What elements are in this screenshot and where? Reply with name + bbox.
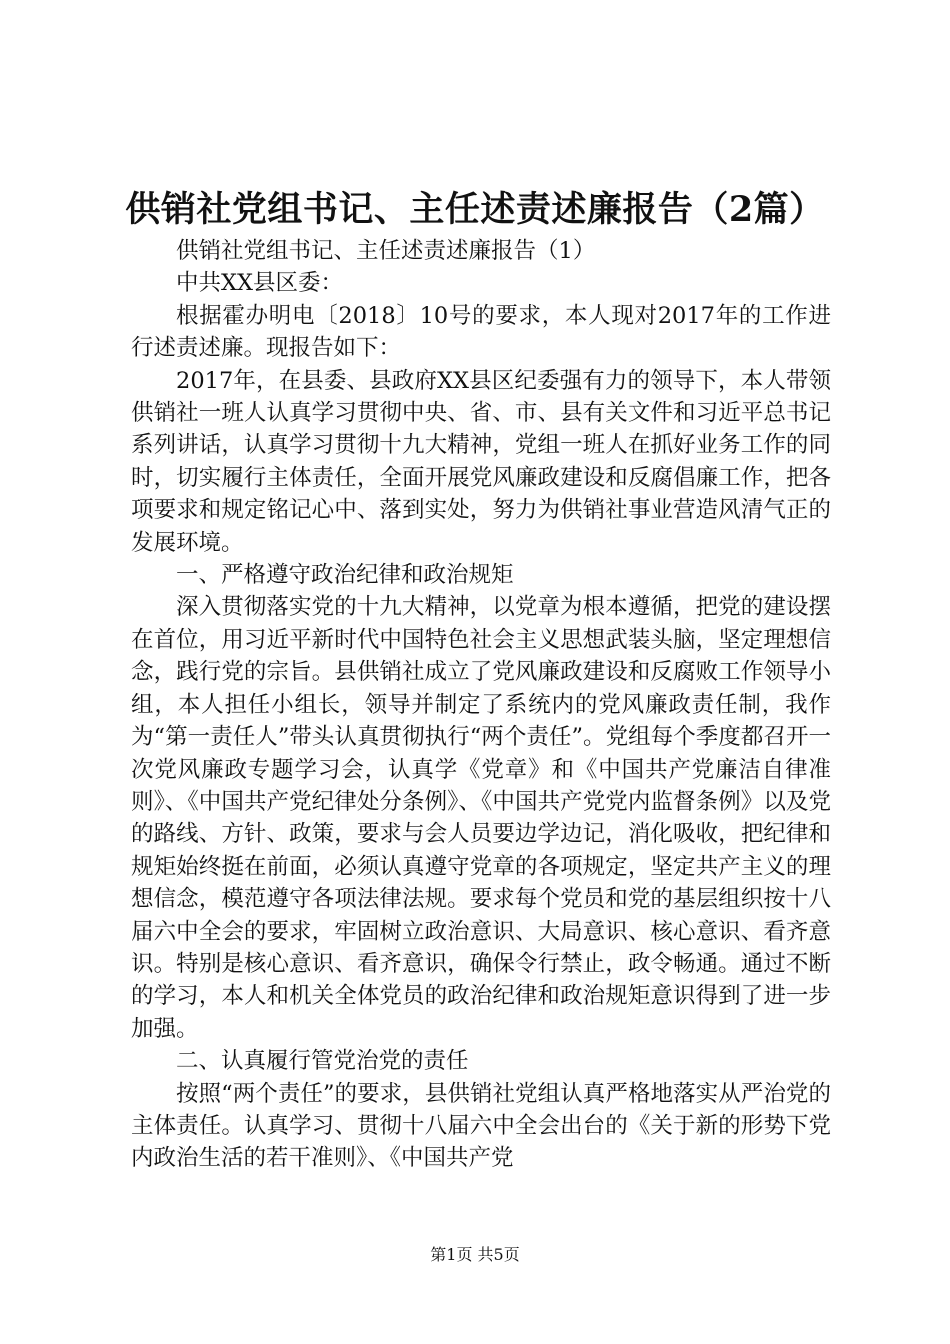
paragraph: 深入贯彻落实党的十九大精神，以党章为根本遵循，把党的建设摆在首位，用习近平新时代中国特色社会主义思想武装头脑，坚定理想信念，践行党的宗旨。县供销社成立了党风廉政建设和反腐败工作领导小组，本人担任小组长，领导并制定了系统内的党风廉政责任制，我作为“第一责任人”带头认真贯彻执行“两个责任”。党组每个季度都召开一次党风廉政专题学习会，认真学《党章》和《中国共产党廉洁自律准则》、《中国共产党纪律处分条例》、《中国共产党党内监督条例》以及党的路线、方针、政策，要求与会人员要边学边记，消化吸收，把纪律和规矩始终挺在前面，必须认真遵守党章的各项规定，坚定共产主义的理想信念，模范遵守各项法律法规。要求每个党员和党的基层组织按十八届六中全会的要求，牢固树立政治意识、大局意识、核心意识、看齐意识。特别是核心意识、看齐意识，确保令行禁止，政令畅通。通过不断的学习，本人和机关全体党员的政治纪律和政治规矩意识得到了进一步加强。 [131,594,831,1042]
document-body [131,235,831,1175]
section-heading: 一、严格遵守政治纪律和政治规矩 [176,562,514,589]
paragraph-salutation: 中共XX县区委： [176,270,344,297]
page-footer: 第1页 共5页 [430,1245,520,1264]
paragraph: 2017年，在县委、县政府XX县区纪委强有力的领导下，本人带领供销社一班人认真学习贯彻中央、省、市、县有关文件和习近平总书记系列讲话，认真学习贯彻十九大精神，党组一班人在抓好业务工作的同时，切实履行主体责任，全面开展党风廉政建设和反腐倡廉工作，把各项要求和规定铭记心中、落到实处，努力为供销社事业营造风清气正的发展环境。 [131,367,831,556]
section-heading: 二、认真履行管党治党的责任 [176,1048,469,1075]
paragraph: 根据霍办明电〔2018〕10号的要求，本人现对2017年的工作进行述责述廉。现报告如下： [131,302,831,362]
document-title: 供销社党组书记、主任述责述廉报告（2篇） [125,189,825,230]
paragraph: 按照“两个责任”的要求，县供销社党组认真严格地落实从严治党的主体责任。认真学习、贯彻十八届六中全会出台的《关于新的形势下党内政治生活的若干准则》、《中国共产党 [131,1080,831,1172]
paragraph-subtitle: 供销社党组书记、主任述责述廉报告（1） [176,238,596,264]
